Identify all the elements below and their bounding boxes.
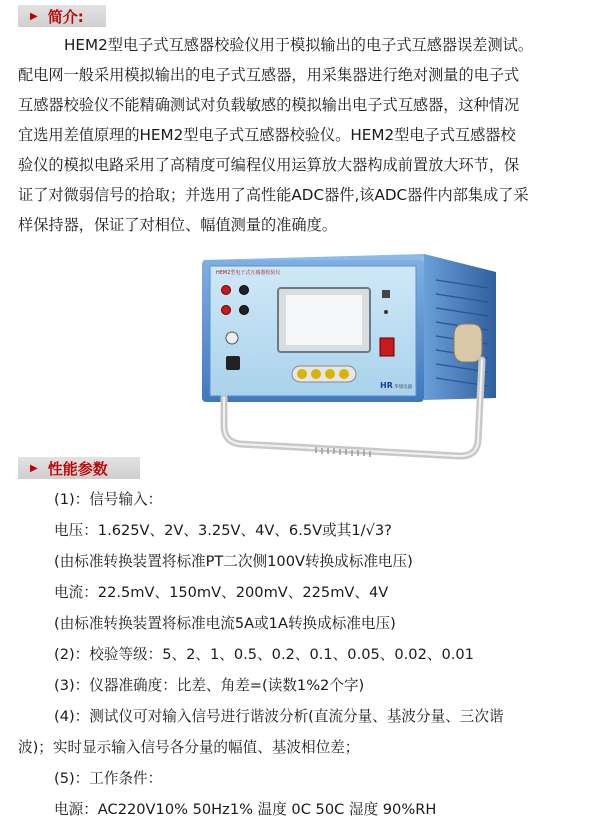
specs-section-header [18, 457, 140, 479]
intro-line: 证了对微弱信号的拾取；并选用了高性能ADC器件,该ADC器件内部集成了采 [18, 186, 529, 204]
terminal-red-1 [222, 286, 231, 295]
connector-socket [226, 332, 238, 344]
power-switch [380, 338, 394, 356]
intro-line: 验仪的模拟电路采用了高精度可编程仪用运算放大器构成前置放大环节，保 [18, 156, 520, 174]
spec-line: (5)：工作条件： [54, 770, 163, 787]
terminal-black-2 [240, 306, 249, 315]
spec-line: (4)：测试仪可对输入信号进行谐波分析(直流分量、基波分量、三次谐 [54, 708, 504, 725]
intro-title: 简介: [47, 7, 84, 26]
intro-paragraph [18, 30, 590, 240]
intro-line: 样保持器，保证了对相位、幅值测量的准确度。 [18, 216, 337, 234]
spec-line: (1)：信号输入： [54, 491, 163, 508]
device-photo [196, 250, 516, 460]
spec-line: 电源：AC220V10% 50Hz1% 温度 0C 50C 湿度 90%RH [54, 801, 437, 818]
key-button [311, 369, 321, 379]
terminal-black-1 [240, 286, 249, 295]
handle-bracket [454, 324, 482, 362]
specs-title: 性能参数 [47, 459, 108, 478]
key-button [297, 369, 307, 379]
spec-line: 波)；实时显示输入信号各分量的幅值、基波相位差； [18, 739, 360, 756]
indicator-light [384, 310, 388, 314]
spec-line: 电流：22.5mV、150mV、200mV、225mV、4V [54, 584, 389, 601]
key-button [339, 369, 349, 379]
lcd-screen [286, 295, 362, 345]
spec-line: (3)：仪器准确度：比差、角差=(读数1%2个字) [54, 677, 365, 694]
spec-line: (2)：校验等级：5、2、1、0.5、0.2、0.1、0.05、0.02、0.01 [54, 646, 474, 663]
triangle-icon: ▶ [30, 10, 38, 22]
brand-logo: HR [380, 381, 393, 390]
intro-line: 配电网一般采用模拟输出的电子式互感器，用采集器进行绝对测量的电子式 [18, 66, 520, 84]
spec-line: 电压：1.625V、2V、3.25V、4V、6.5V或其1/√3? [54, 522, 392, 539]
power-connector [226, 356, 240, 370]
specs-paragraph [18, 484, 590, 825]
usb-port [382, 290, 390, 298]
intro-line: 宜选用差值原理的HEM2型电子式互感器校验仪。HEM2型电子式互感器校 [18, 126, 516, 144]
brand-text: 华瑞电器 [394, 385, 412, 390]
intro-line: 互感器校验仪不能精确测试对负载敏感的模拟输出电子式互感器，这种情况 [18, 96, 520, 114]
intro-section-header [18, 5, 106, 27]
intro-line: HEM2型电子式互感器校验仪用于模拟输出的电子式互感器误差测试。 [64, 36, 534, 54]
triangle-icon: ▶ [30, 462, 38, 474]
spec-line: (由标准转换装置将标准电流5A或1A转换成标准电压) [54, 615, 396, 632]
terminal-red-2 [222, 306, 231, 315]
panel-label: HEM2型电子式互感器校验仪 [216, 270, 281, 276]
spec-line: (由标准转换装置将标准PT二次侧100V转换成标准电压) [54, 553, 413, 570]
key-button [325, 369, 335, 379]
